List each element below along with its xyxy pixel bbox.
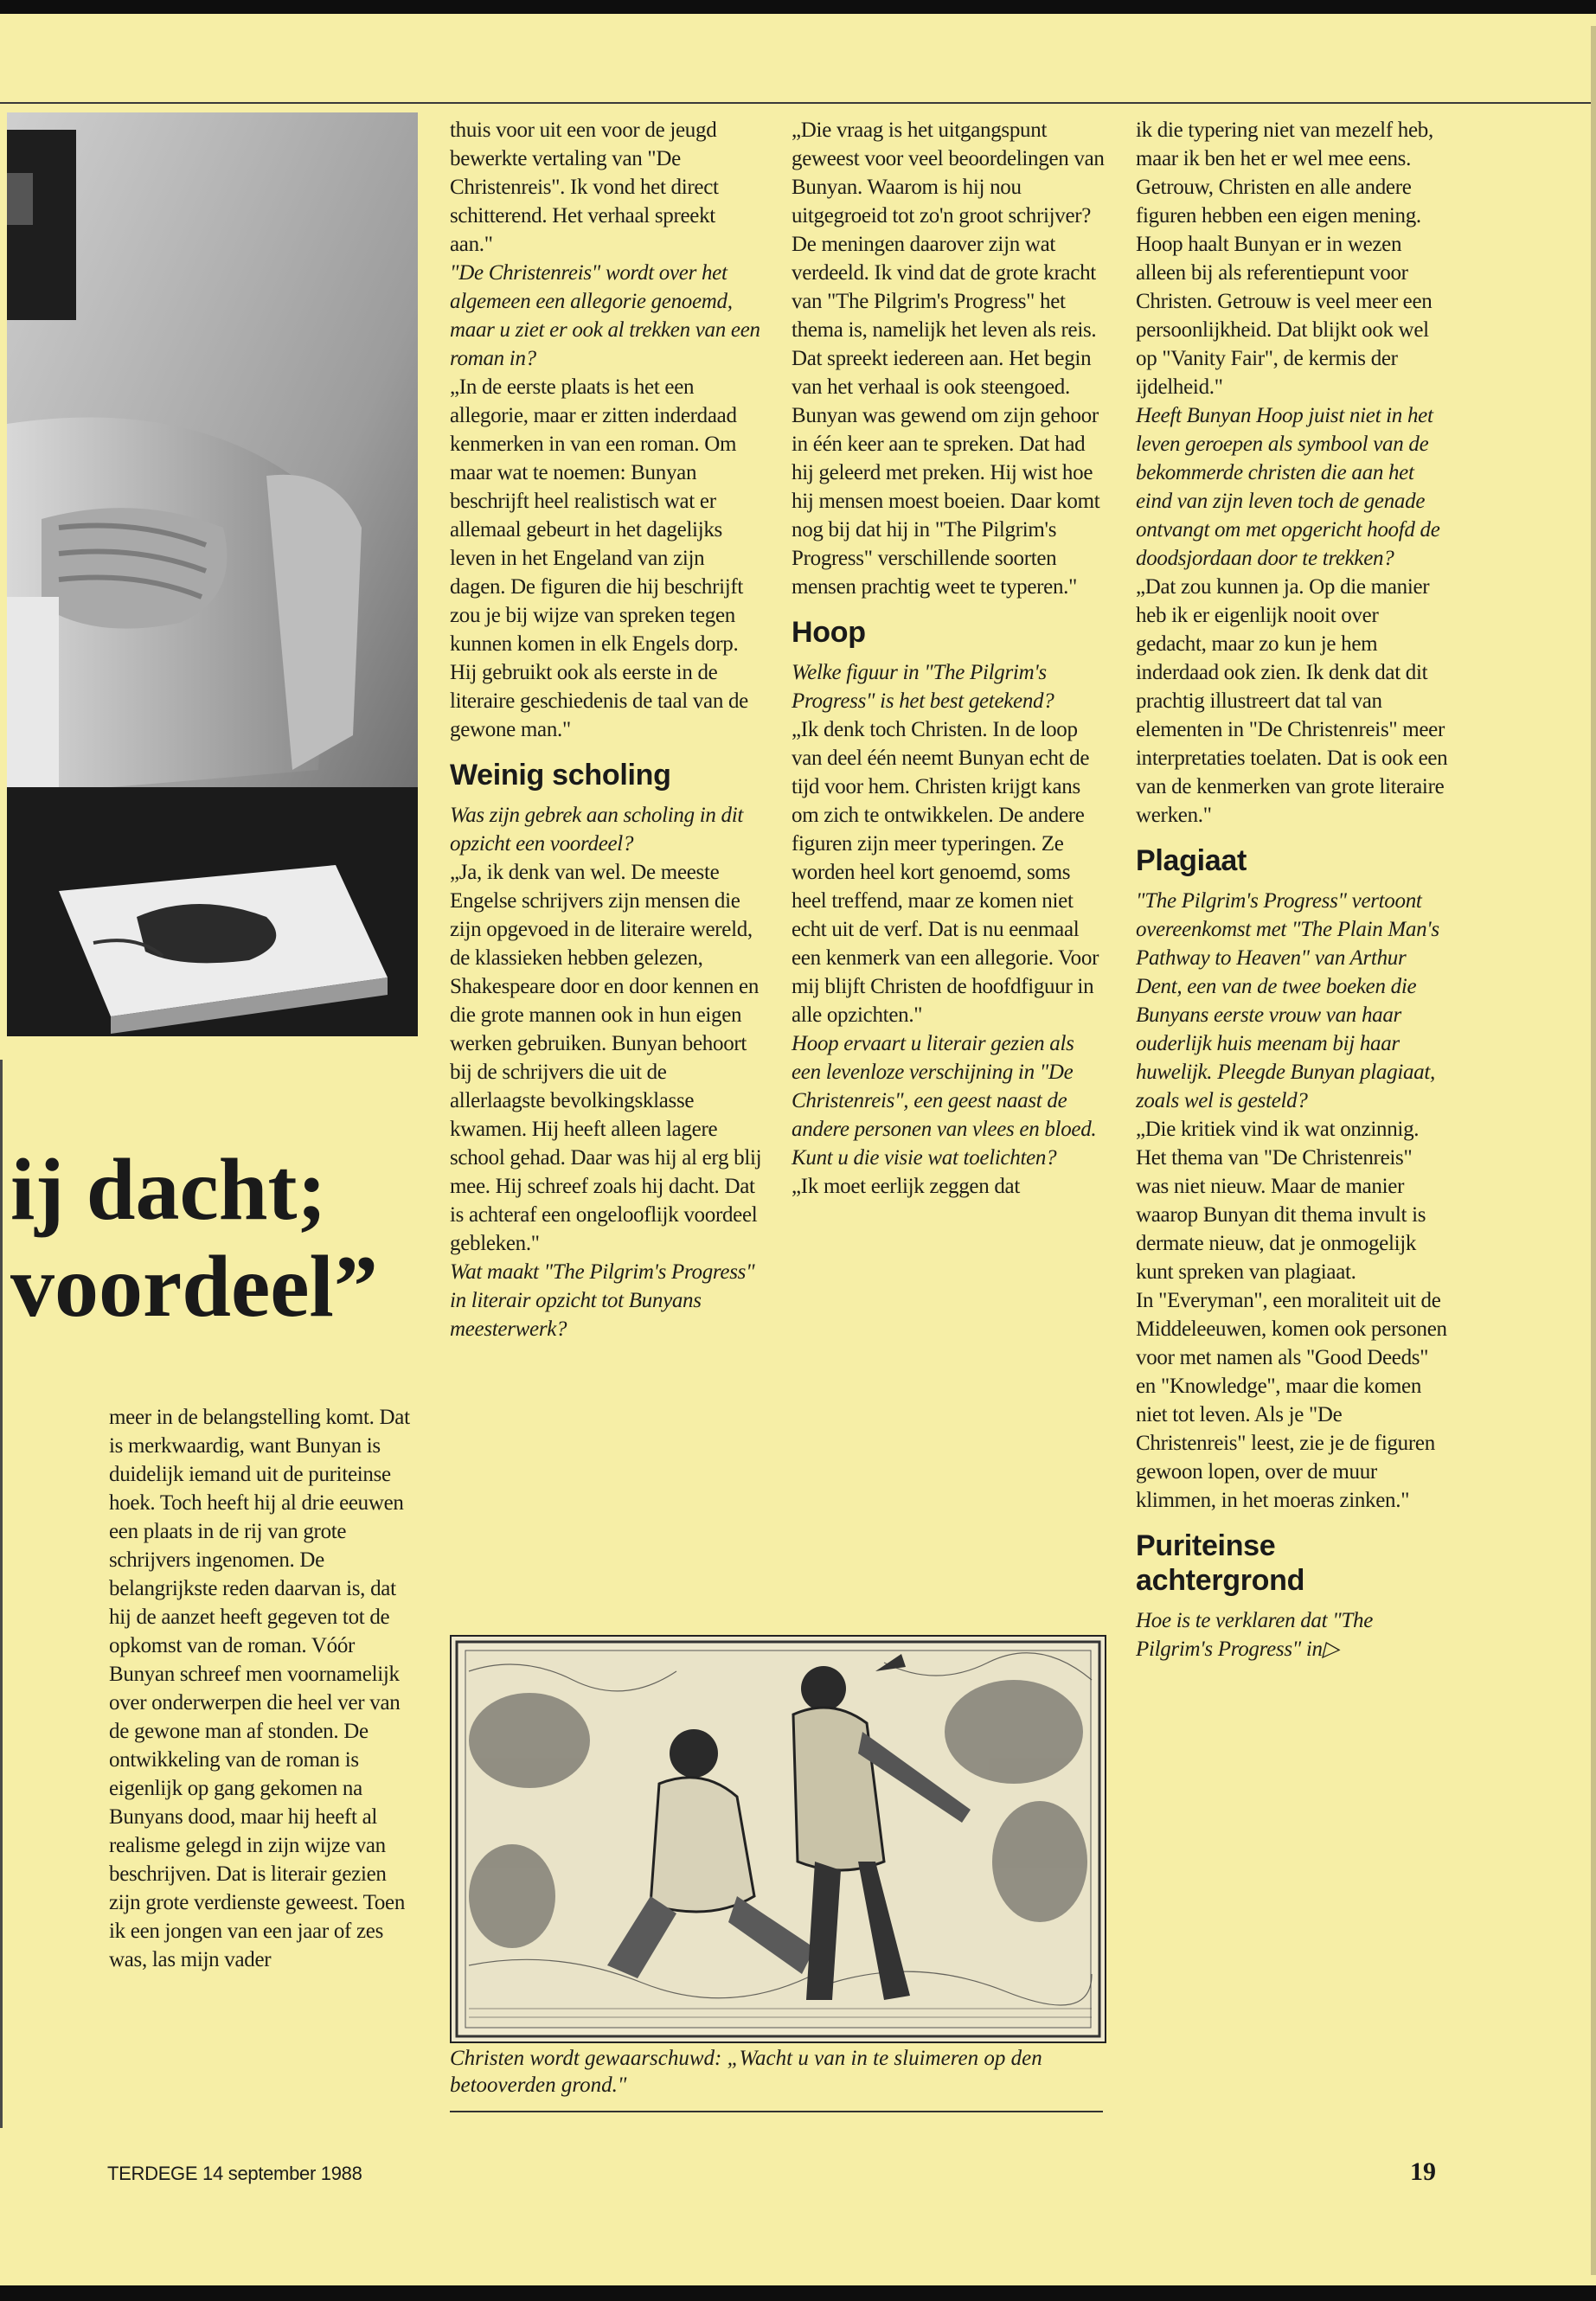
interview-question: Hoe is te verklaren dat "The Pilgrim's Progress" in▷ <box>1136 1609 1374 1661</box>
section-heading-weinig-scholing: Weinig scholing <box>450 759 671 792</box>
column-1 <box>109 1403 420 1974</box>
interview-question: Welke figuur in "The Pilgrim's Progress" is het best getekend? <box>792 661 1054 713</box>
interview-question: Was zijn gebrek aan scholing in dit opzicht een voordeel? <box>450 804 744 856</box>
column-4 <box>1136 116 1449 1663</box>
headline-line-2: voordeel” <box>10 1238 378 1336</box>
section-heading-puriteinse-achtergrond: Puriteinse achtergrond <box>1136 1529 1305 1597</box>
engraving-illustration <box>450 1635 1106 2043</box>
interview-question: "De Christenreis" wordt over het algemeen een allegorie genoemd, maar u ziet er ook al trekken van een roman in? <box>450 261 760 370</box>
paragraph: In "Everyman", een moraliteit uit de Middeleeuwen, komen ook personen voor met namen als "Good Deeds" en "Knowledge", maar die komen niet tot leven. Als je "De Christenreis" leest, zie je de figuren gewoon lopen, over de muur klimmen, in het moeras zinken." <box>1136 1289 1447 1512</box>
paragraph: ik die typering niet van mezelf heb, maar ik ben het er wel mee eens. Getrouw, Christen en alle andere figuren hebben een eigen mening. Hoop haalt Bunyan er in wezen alleen bij als referentiepunt voor Christen. Getrouw is veel meer een persoonlijkheid. Dat blijkt ook wel op "Vanity Fair", de kermis der ijdelheid." <box>1136 119 1433 399</box>
paragraph: „In de eerste plaats is het een allegorie, maar er zitten inderdaad kenmerken in van een roman. Om maar wat te noemen: Bunyan beschrijft heel realistisch wat er allemaal gebeurt in het dagelijks leven in het Engeland van zijn dagen. De figuren die hij beschrijft zou je bij wijze van spreken tegen kunnen komen in elk Engels dorp. Hij gebruikt ook als eerste in de literaire geschiedenis de taal van de gewone man." <box>450 375 748 741</box>
interview-question: Heeft Bunyan Hoop juist niet in het leven geroepen als symbool van de bekommerde christen die aan het eind van zijn leven toch de genade ontvangt om met opgericht hoofd de doodsjordaan door te trekken? <box>1136 404 1440 570</box>
paragraph: thuis voor uit een voor de jeugd bewerkte vertaling van "De Christenreis". Ik vond het direct schitterend. Het verhaal spreekt aan." <box>450 119 719 256</box>
caption-rule <box>450 2111 1103 2112</box>
headline-line-1: ij dacht; <box>10 1141 327 1239</box>
page-edge <box>1591 26 1596 2275</box>
headline <box>10 1142 417 1336</box>
interview-question: Wat maakt "The Pilgrim's Progress" in literair opzicht tot Bunyans meesterwerk? <box>450 1260 755 1341</box>
magazine-issue: TERDEGE 14 september 1988 <box>107 2163 362 2184</box>
page-number: 19 <box>1410 2157 1436 2186</box>
section-heading-hoop: Hoop <box>792 616 866 649</box>
column-2 <box>450 116 763 1343</box>
paragraph: „Ik moet eerlijk zeggen dat <box>792 1175 1020 1198</box>
section-heading-plagiaat: Plagiaat <box>1136 844 1247 877</box>
interview-question: "The Pilgrim's Progress" vertoont overeenkomst met "The Plain Man's Pathway to Heaven" van Arthur Dent, een van de twee boeken die Bunyans eerste vrouw van haar ouderlijk huis meenam bij haar huwelijk. Pleegde Bunyan plagiaat, zoals wel is gesteld? <box>1136 889 1439 1112</box>
figure-caption: Christen wordt gewaarschuwd: „Wacht u van in te sluimeren op den betooverden grond." <box>450 2047 1042 2097</box>
armchair-book-photo <box>7 112 418 1036</box>
paragraph: „Die kritiek vind ik wat onzinnig. Het thema van "De Christenreis" was niet nieuw. Maar de manier waarop Bunyan dit thema invult is dermate nieuw, dat je onmogelijk kunt spreken van plagiaat. <box>1136 1118 1426 1284</box>
paragraph: „Die vraag is het uitgangspunt geweest voor veel beoordelingen van Bunyan. Waarom is hij nou uitgegroeid tot zo'n groot schrijver? De meningen daarover zijn wat verdeeld. Ik vind dat de grote kracht van "The Pilgrim's Progress" het thema is, namelijk het leven als reis. Dat spreekt iedereen aan. Het begin van het verhaal is ook steengoed. Bunyan was gewend om zijn gehoor in één keer aan te spreken. Dat had hij geleerd met preken. Hij wist hoe hij mensen moest boeien. Daar komt nog bij dat hij in "The Pilgrim's Progress" verschillende soorten mensen prachtig weet te typeren." <box>792 119 1105 599</box>
paragraph: „Ik denk toch Christen. In de loop van deel één neemt Bunyan echt de tijd voor hem. Christen krijgt kans om zich te ontwikkelen. De andere figuren zijn meer typeringen. Ze worden heel kort genoemd, soms heel treffend, maar ze komen niet echt uit de verf. Dat is nu eenmaal een kenmerk van een allegorie. Voor mij blijft Christen de hoofdfiguur in alle opzichten." <box>792 718 1099 1027</box>
left-edge-rule <box>0 1060 3 2128</box>
interview-question: Hoop ervaart u literair gezien als een levenloze verschijning in "De Christenreis", een geest naast de andere personen van vlees en bloed. Kunt u die visie wat toelichten? <box>792 1032 1097 1170</box>
bottom-border <box>0 2285 1596 2301</box>
paragraph: meer in de belangstelling komt. Dat is merkwaardig, want Bunyan is duidelijk iemand uit de puriteinse hoek. Toch heeft hij al drie eeuwen een plaats in de rij van grote schrijvers ingenomen. De belangrijkste reden daarvan is, dat hij de aanzet heeft gegeven tot de opkomst van de roman. Vóór Bunyan schreef men voornamelijk over onderwerpen die heel ver van de gewone man af stonden. De ontwikkeling van de roman is eigenlijk op gang gekomen na Bunyans dood, maar hij heeft al realisme gelegd in zijn wijze van beschrijven. Dat is literair gezien zijn grote verdienste geweest. Toen ik een jongen van een jaar of zes was, las mijn vader <box>109 1406 410 1971</box>
column-3 <box>792 116 1105 1201</box>
paragraph: „Dat zou kunnen ja. Op die manier heb ik er eigenlijk nooit over gedacht, maar zo kun je hem inderdaad ook zien. Ik denk dat dit prachtig illustreert dat tal van elementen in "De Christenreis" meer interpretaties toelaten. Dat is ook een van de kenmerken van grote literaire werken." <box>1136 575 1448 827</box>
top-rule <box>0 102 1596 104</box>
paragraph: „Ja, ik denk van wel. De meeste Engelse schrijvers zijn mensen die zijn opgevoed in de literaire wereld, de klassieken hebben gelezen, Shakespeare door en door kennen en die grote mannen ook in hun eigen werken gebruiken. Bunyan behoort bij de schrijvers die uit de allerlaagste bevolkingsklasse kwamen. Hij heeft alleen lagere school gehad. Daar was hij al erg blij mee. Hij schreef zoals hij dacht. Dat is achteraf een ongelooflijk voordeel gebleken." <box>450 861 762 1255</box>
top-border <box>0 0 1596 14</box>
